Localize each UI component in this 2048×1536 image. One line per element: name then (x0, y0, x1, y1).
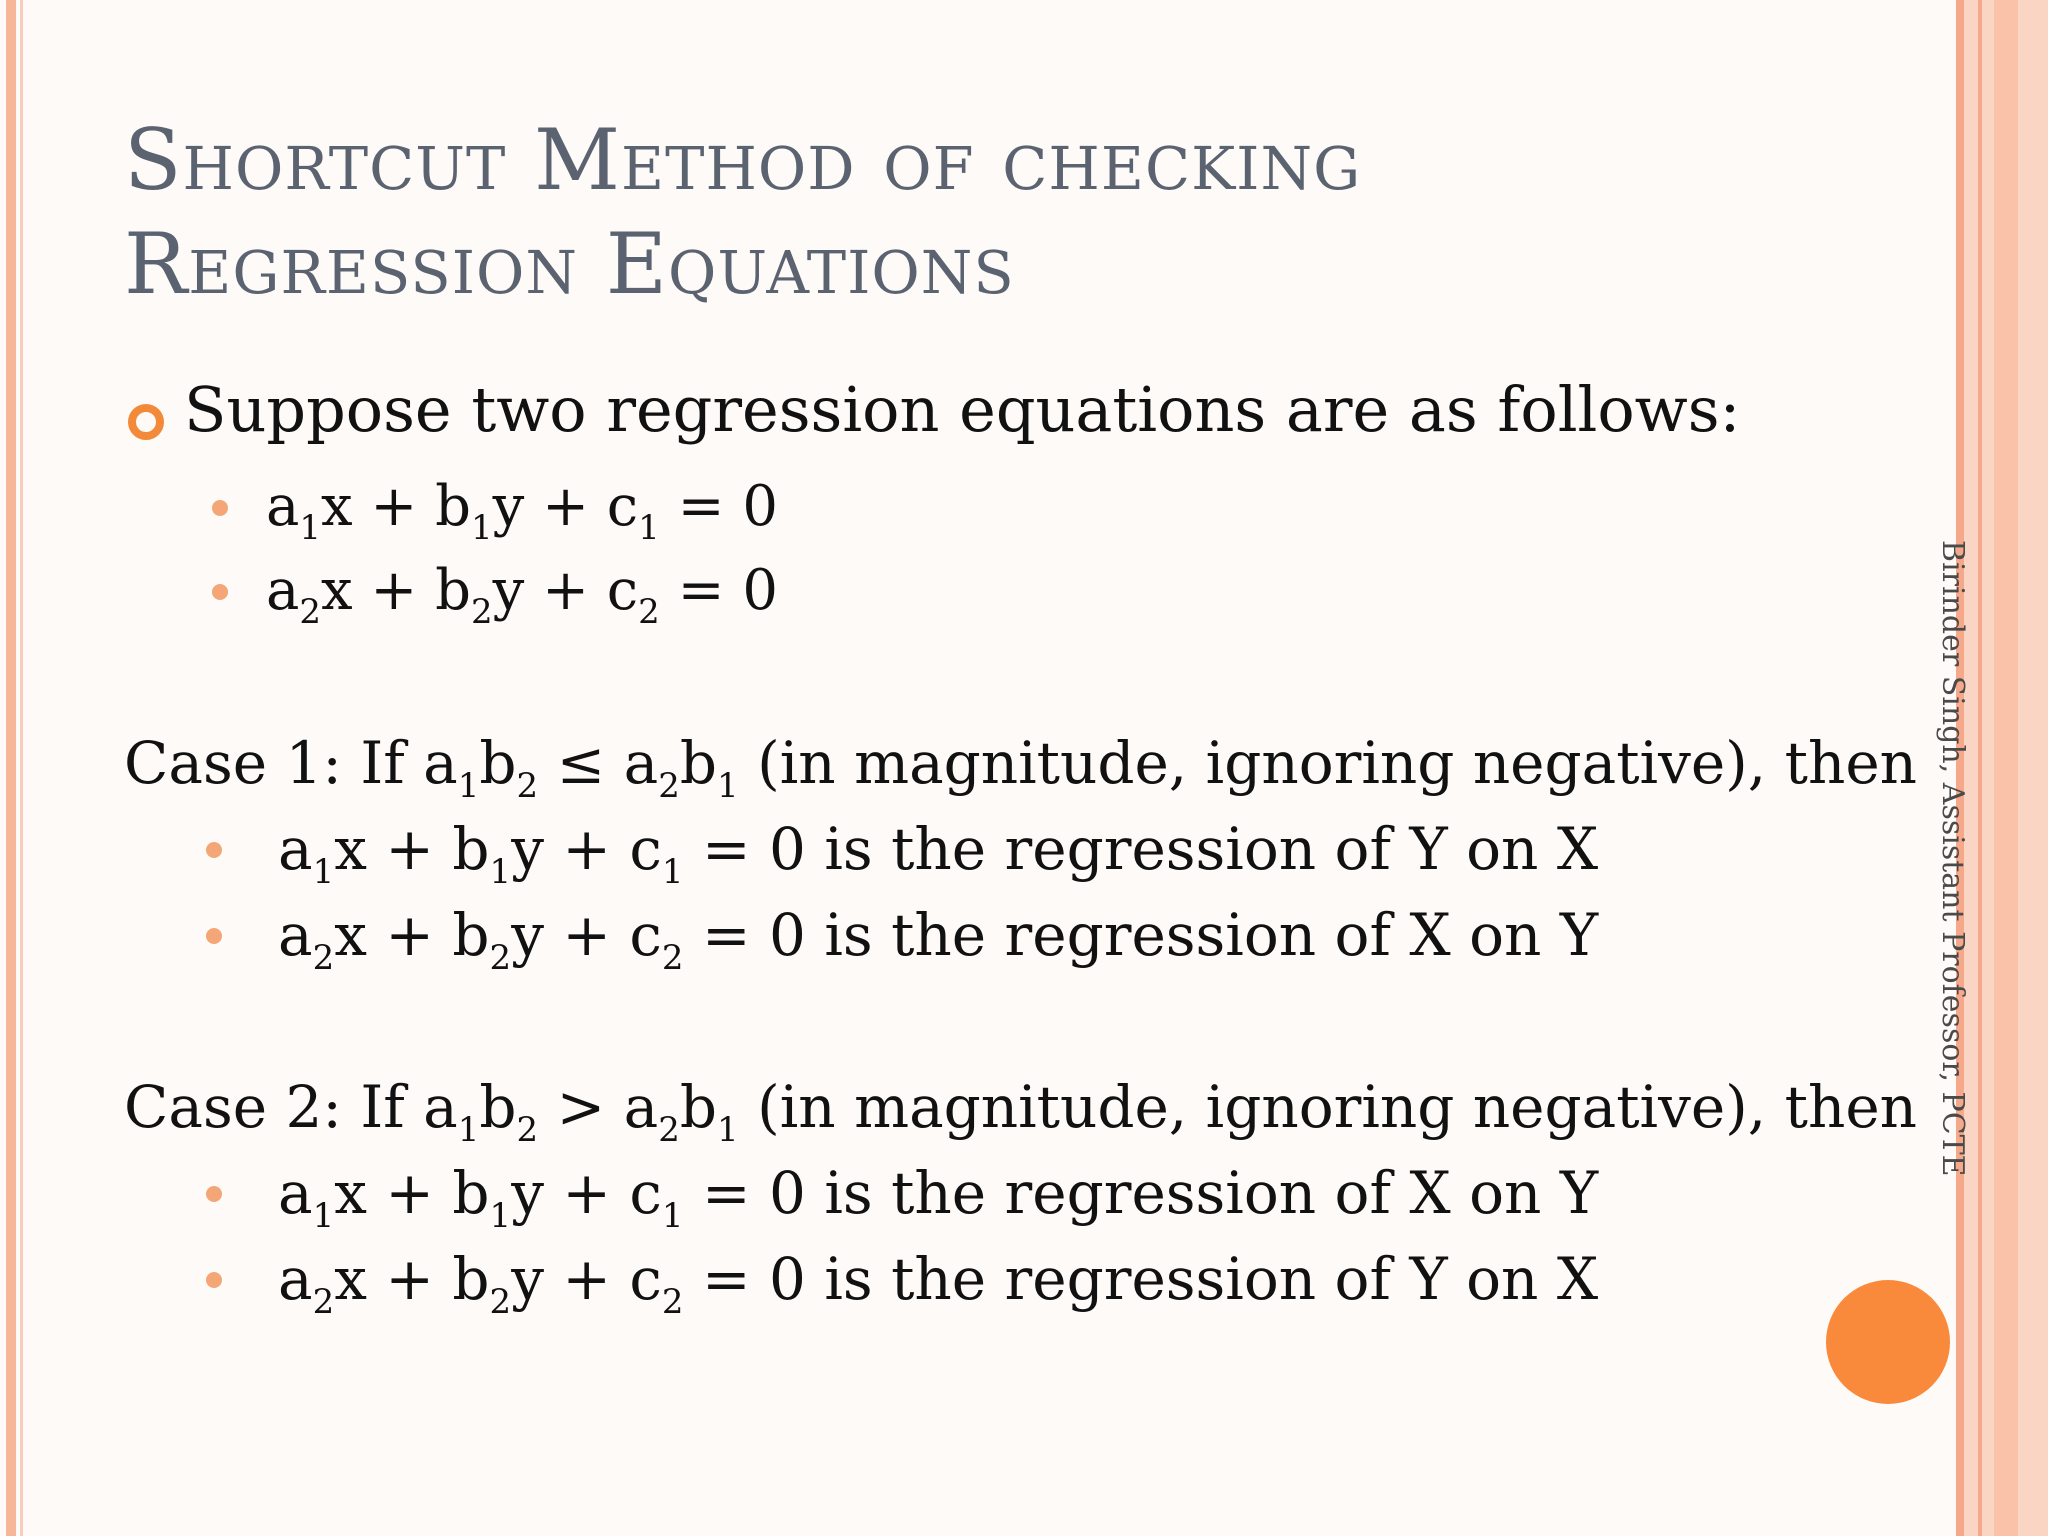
eq-text: x + b (334, 1159, 490, 1227)
left-border-stripe (6, 0, 16, 1536)
case-sub: 1 (457, 1110, 480, 1150)
author-credit: Birinder Singh, Assistant Professor, PCTE (1935, 540, 1970, 1177)
eq-text: a (278, 1159, 313, 1227)
case-2-heading (124, 1070, 1917, 1150)
case-text: ≤ a (538, 729, 659, 797)
case-text: Case 2: If a (124, 1073, 458, 1141)
orange-circle-decoration (1826, 1280, 1950, 1404)
eq-text: a (266, 558, 300, 623)
case-sub: 2 (516, 766, 539, 806)
eq-text: y + c (511, 1159, 662, 1227)
case-sub: 1 (457, 766, 480, 806)
bullet-dot-icon (212, 500, 228, 516)
eq-sub: 2 (470, 592, 493, 632)
bullet-dot-icon (206, 1186, 222, 1202)
case-sub: 2 (658, 766, 680, 806)
bullet-dot-icon (206, 1272, 222, 1288)
intro-text: Suppose two regression equations are as follows: (184, 373, 1741, 446)
eq-text: = 0 is the regression of X on Y (683, 901, 1599, 969)
eq-text: a (278, 815, 313, 883)
case-text: (in magnitude, ignoring negative), then (738, 1073, 1917, 1141)
case-text: b (679, 729, 718, 797)
eq-text: y + c (511, 1245, 662, 1313)
eq-text: = 0 is the regression of Y on X (683, 1245, 1599, 1313)
eq-text: x + b (321, 558, 471, 623)
eq-text: a (278, 901, 313, 969)
title-line-1: Shortcut Method of checking (124, 111, 1362, 209)
eq-text: y + c (511, 815, 662, 883)
eq-sub: 1 (312, 1196, 335, 1236)
case-sub: 1 (717, 1110, 739, 1150)
bullet-dot-icon (206, 842, 222, 858)
case-1-item-2 (278, 898, 1599, 978)
eq-sub: 1 (661, 1196, 684, 1236)
eq-sub: 2 (312, 1282, 335, 1322)
eq-sub: 2 (312, 938, 335, 978)
case-2-item-1 (278, 1156, 1599, 1236)
slide-title (124, 108, 1744, 316)
ring-bullet-icon (128, 404, 164, 440)
eq-text: a (278, 1245, 313, 1313)
eq-sub: 2 (489, 938, 512, 978)
eq-sub: 2 (489, 1282, 512, 1322)
bullet-dot-icon (206, 928, 222, 944)
eq-text: = 0 is the regression of Y on X (683, 815, 1599, 883)
case-text: (in magnitude, ignoring negative), then (738, 729, 1917, 797)
case-1-heading (124, 726, 1917, 806)
eq-sub: 2 (661, 938, 684, 978)
eq-text: a (266, 474, 300, 539)
eq-sub: 2 (661, 1282, 684, 1322)
right-border-line (1978, 0, 1982, 1536)
eq-text: = 0 (659, 474, 778, 539)
eq-text: y + c (492, 474, 639, 539)
eq-sub: 1 (661, 852, 684, 892)
eq-sub: 1 (299, 508, 322, 548)
eq-text: x + b (321, 474, 471, 539)
case-sub: 2 (658, 1110, 680, 1150)
eq-text: = 0 (659, 558, 778, 623)
case-1-item-1 (278, 812, 1599, 892)
eq-sub: 1 (638, 508, 660, 548)
left-border-line (20, 0, 23, 1536)
eq-sub: 2 (299, 592, 322, 632)
case-sub: 2 (516, 1110, 539, 1150)
case-text: b (479, 1073, 517, 1141)
eq-sub: 1 (489, 852, 512, 892)
eq-text: x + b (334, 1245, 490, 1313)
case-text: Case 1: If a (124, 729, 458, 797)
eq-text: x + b (334, 815, 490, 883)
eq-text: x + b (334, 901, 490, 969)
case-text: b (479, 729, 517, 797)
eq-sub: 1 (470, 508, 493, 548)
eq-sub: 1 (489, 1196, 512, 1236)
case-text: > a (538, 1073, 659, 1141)
eq-text: y + c (492, 558, 639, 623)
eq-text: = 0 is the regression of X on Y (683, 1159, 1599, 1227)
right-border-line (1994, 0, 2018, 1536)
case-sub: 1 (717, 766, 739, 806)
eq-sub: 2 (638, 592, 660, 632)
eq-text: y + c (511, 901, 662, 969)
title-line-2: Regression Equations (124, 215, 1015, 313)
eq-sub: 1 (312, 852, 335, 892)
equation-2 (266, 556, 778, 632)
case-2-item-2 (278, 1242, 1599, 1322)
case-text: b (679, 1073, 718, 1141)
bullet-dot-icon (212, 584, 228, 600)
equation-1 (266, 472, 778, 548)
